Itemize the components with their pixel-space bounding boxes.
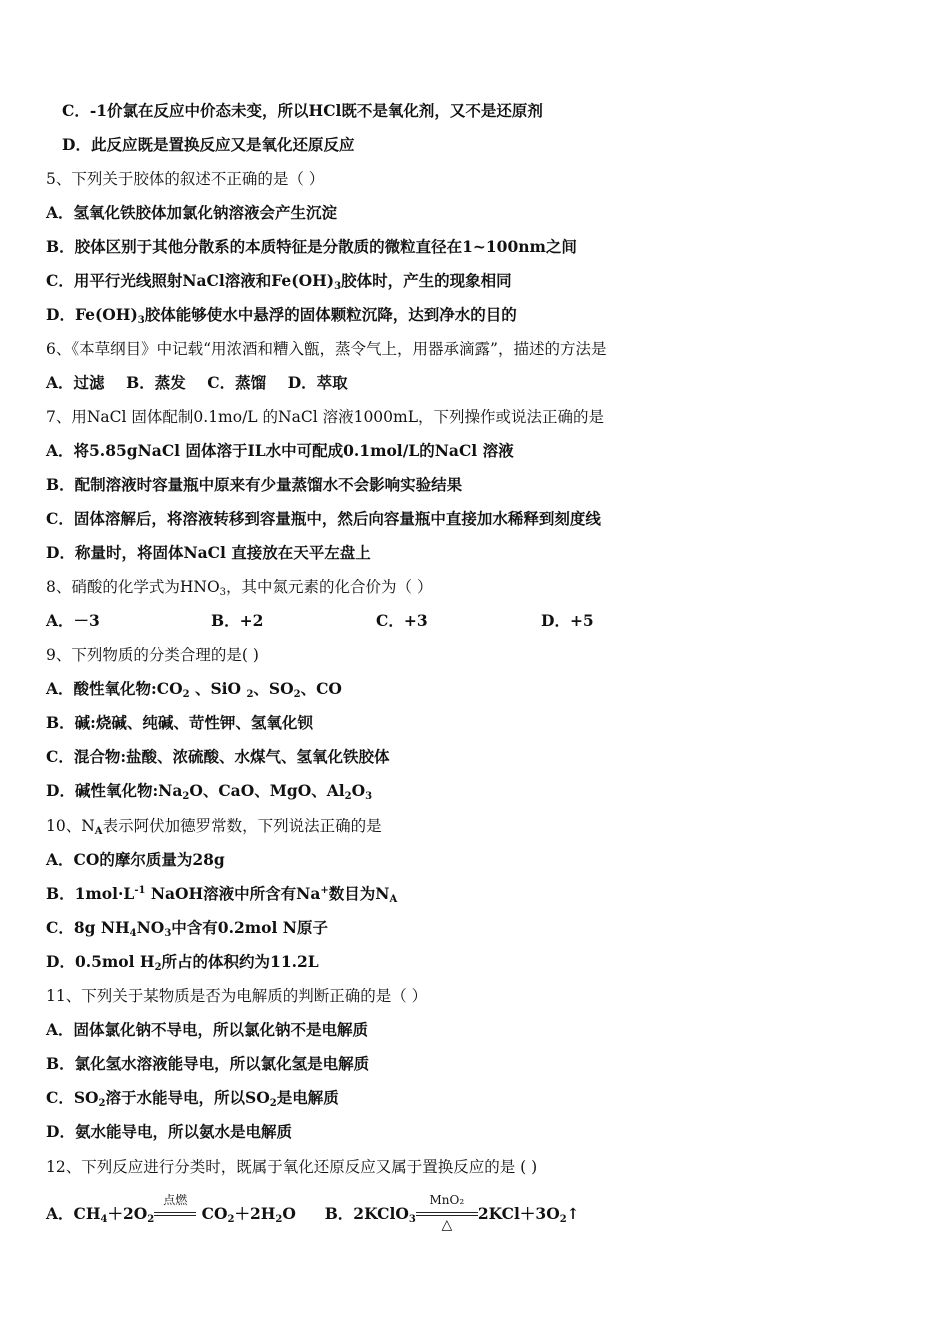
q11-option-b: B．氯化氢水溶液能导电，所以氯化氢是电解质 [46, 1054, 370, 1073]
q5-option-b: B．胶体区别于其他分散系的本质特征是分散质的微粒直径在1~100nm之间 [46, 237, 577, 256]
q4-option-d: D．此反应既是置换反应又是氧化还原反应 [62, 135, 355, 154]
q9-stem: 9、下列物质的分类合理的是( ) [46, 646, 259, 664]
q7-option-b: B．配制溶液时容量瓶中原来有少量蒸馏水不会影响实验结果 [46, 475, 463, 494]
q11-option-a: A．固体氯化钠不导电，所以氯化钠不是电解质 [46, 1020, 369, 1039]
q8-options [46, 611, 594, 631]
q11-option-c: C．$SO_2$溶于水能导电，所以$SO_2$是电解质 [46, 1088, 339, 1109]
q6-options: A．过滤 B．蒸发 C．蒸馏 D．萃取 [46, 373, 348, 392]
q5-option-d: D．$Fe(OH)_3$胶体能够使水中悬浮的固体颗粒沉降，达到净水的目的 [46, 305, 517, 326]
q11-stem: 11、下列关于某物质是否为电解质的判断正确的是（ ） [46, 987, 428, 1005]
q5-stem: 5、下列关于胶体的叙述不正确的是（ ） [46, 170, 325, 188]
q9-option-c: C．混合物:盐酸、浓硫酸、水煤气、氢氧化铁胶体 [46, 747, 390, 766]
q9-option-b: B．碱:烧碱、纯碱、苛性钾、氢氧化钡 [46, 713, 313, 732]
q10-option-c: C．8g $NH_4NO_3$中含有0.2mol N原子 [46, 918, 328, 939]
q12-options [46, 1193, 580, 1233]
q12-b-reaction-arrow: MnO₂ △ [416, 1204, 478, 1224]
q10-option-a: A．CO的摩尔质量为28g [46, 850, 225, 869]
q8-option-b: B．+2 [211, 611, 264, 630]
q8-stem: 8、硝酸的化学式为$HNO_3$，其中氮元素的化合价为（ ） [46, 578, 433, 598]
q9-option-d: D．碱性氧化物$:Na_2O$、CaO、MgO、$Al_2O_3$ [46, 781, 373, 802]
q12-option-b: B．2KClO$_3$ MnO₂ △ $2KCl+3O_2↑$ [324, 1193, 580, 1233]
q7-option-d: D．称量时，将固体NaCl 直接放在天平左盘上 [46, 543, 371, 562]
q7-option-c: C．固体溶解后，将溶液转移到容量瓶中，然后向容量瓶中直接加水稀释到刻度线 [46, 509, 601, 528]
q10-stem: 10、$N_A$表示阿伏加德罗常数，下列说法正确的是 [46, 817, 382, 837]
q4-option-c: C．-1价氯在反应中价态未变，所以HCl既不是氧化剂，又不是还原剂 [62, 101, 543, 120]
q12-option-a: A．$CH_4+2O_2$ 点燃 $CO_2+2H_2O$ [46, 1193, 296, 1225]
q5-option-c: C．用平行光线照射NaCl溶液和$Fe(OH)_3$胶体时，产生的现象相同 [46, 271, 512, 292]
q11-option-d: D．氨水能导电，所以氨水是电解质 [46, 1122, 292, 1141]
q8-option-a: A．－3 [46, 611, 100, 630]
q12-stem: 12、下列反应进行分类时，既属于氧化还原反应又属于置换反应的是 ( ) [46, 1158, 538, 1176]
q10-option-b: B．$1mol\cdot L^{-1}$ NaOH溶液中所含有Na+数目为$N_A$ [46, 884, 398, 905]
q7-stem: 7、用NaCl 固体配制0.1mo/L 的NaCl 溶液1000mL，下列操作或说法正确的是 [46, 408, 605, 426]
q9-option-a: A．酸性氧化物$:CO_2$ 、SiO $_2$、$SO_2$、CO [46, 679, 342, 700]
q6-stem: 6、《本草纲目》中记载“用浓酒和糟入甑，蒸令气上，用器承滴露”，描述的方法是 [46, 340, 607, 358]
q7-option-a: A．将5.85gNaCl 固体溶于IL水中可配成0.1mol/L的NaCl 溶液 [46, 441, 514, 460]
q5-option-a: A．氢氧化铁胶体加氯化钠溶液会产生沉淀 [46, 203, 338, 222]
q8-option-c: C．+3 [376, 611, 428, 630]
q10-option-d: D．0.5mol $H_2$所占的体积约为11.2L [46, 952, 319, 973]
q8-option-d: D．+5 [541, 611, 594, 630]
q12-a-reaction-arrow: 点燃 [154, 1204, 196, 1224]
